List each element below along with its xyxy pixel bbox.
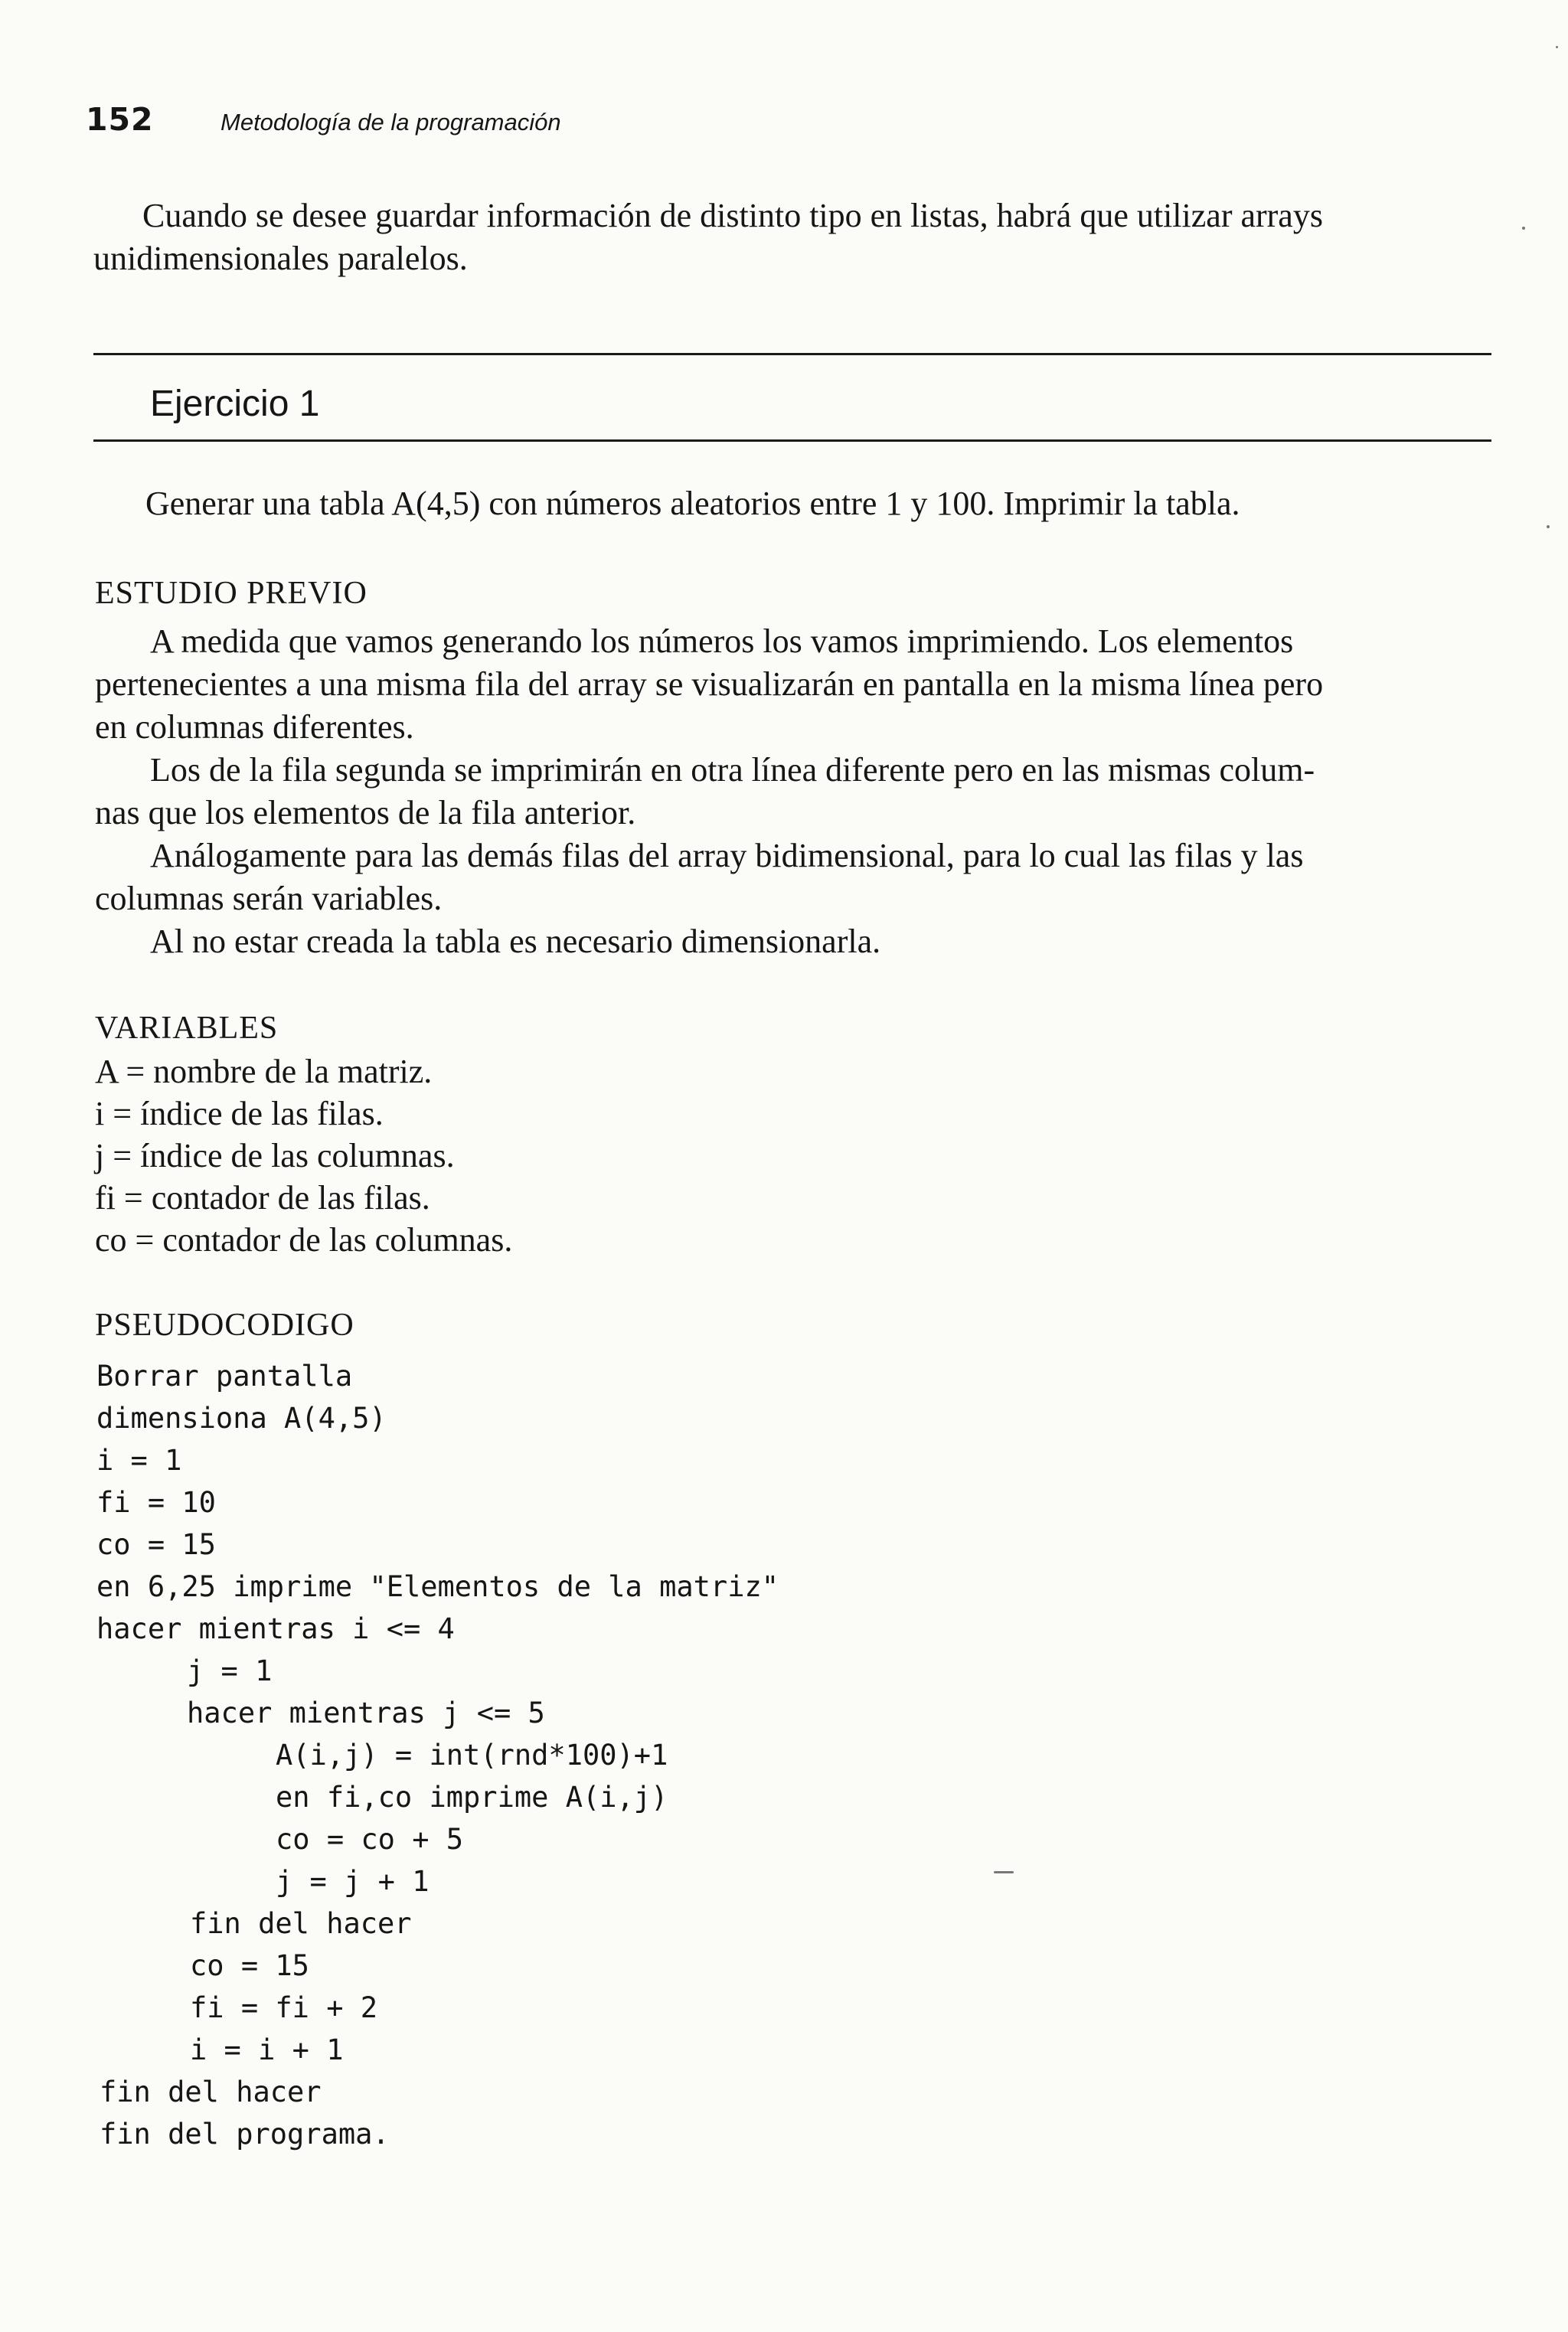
- scan-mark: [994, 1871, 1014, 1873]
- code-line: fin del hacer: [100, 2076, 322, 2108]
- estudio-line: Al no estar creada la tabla es necesario dimensionarla.: [150, 923, 881, 960]
- code-line: co = co + 5: [276, 1823, 464, 1856]
- estudio-line: A medida que vamos generando los números los vamos imprimiendo. Los elementos: [150, 622, 1294, 660]
- scan-mark: [1547, 525, 1550, 528]
- code-line: co = 15: [190, 1949, 309, 1982]
- variable-line: fi = contador de las filas.: [95, 1179, 430, 1217]
- section-heading-estudio-previo: ESTUDIO PREVIO: [95, 576, 368, 611]
- section-heading-variables: VARIABLES: [95, 1011, 279, 1046]
- code-line: en 6,25 imprime "Elementos de la matriz": [96, 1570, 779, 1603]
- intro-line: Cuando se desee guardar información de distinto tipo en listas, habrá que utilizar arrays: [142, 197, 1323, 234]
- code-line: hacer mientras j <= 5: [187, 1697, 545, 1729]
- code-line: A(i,j) = int(rnd*100)+1: [276, 1739, 668, 1772]
- variable-line: co = contador de las columnas.: [95, 1221, 513, 1259]
- page-number: 152: [86, 101, 154, 138]
- scan-mark: [1522, 227, 1525, 230]
- code-line: dimensiona A(4,5): [96, 1402, 387, 1435]
- exercise-statement: Generar una tabla A(4,5) con números aleatorios entre 1 y 100. Imprimir la tabla.: [145, 485, 1240, 522]
- code-line: i = 1: [96, 1444, 182, 1477]
- top-rule: [93, 353, 1491, 355]
- scan-mark: [1556, 46, 1558, 48]
- variable-line: j = índice de las columnas.: [95, 1137, 455, 1174]
- code-line: hacer mientras i <= 4: [96, 1612, 455, 1645]
- code-line: j = 1: [187, 1654, 273, 1687]
- estudio-line: columnas serán variables.: [95, 880, 443, 917]
- exercise-title: Ejercicio 1: [150, 384, 320, 424]
- running-title: Metodología de la programación: [220, 109, 561, 136]
- code-line: fi = 10: [96, 1486, 216, 1519]
- code-line: en fi,co imprime A(i,j): [276, 1781, 668, 1814]
- code-line: fin del hacer: [190, 1907, 412, 1940]
- code-line: fi = fi + 2: [190, 1991, 378, 2024]
- estudio-line: Análogamente para las demás filas del array bidimensional, para lo cual las filas y las: [150, 837, 1304, 874]
- bottom-rule: [93, 439, 1491, 442]
- estudio-line: en columnas diferentes.: [95, 708, 414, 746]
- section-heading-pseudocodigo: PSEUDOCODIGO: [95, 1308, 354, 1343]
- estudio-line: nas que los elementos de la fila anterior.: [95, 794, 636, 831]
- intro-line: unidimensionales paralelos.: [93, 240, 468, 277]
- code-line: fin del programa.: [100, 2118, 390, 2151]
- estudio-line: Los de la fila segunda se imprimirán en otra línea diferente pero en las mismas colum-: [150, 751, 1315, 789]
- estudio-line: pertenecientes a una misma fila del array se visualizarán en pantalla en la misma línea pero: [95, 665, 1324, 703]
- variable-line: i = índice de las filas.: [95, 1095, 384, 1132]
- code-line: j = j + 1: [276, 1865, 430, 1898]
- code-line: i = i + 1: [190, 2033, 344, 2066]
- code-line: Borrar pantalla: [96, 1360, 353, 1393]
- code-line: co = 15: [96, 1528, 216, 1561]
- variable-line: A = nombre de la matriz.: [95, 1053, 433, 1090]
